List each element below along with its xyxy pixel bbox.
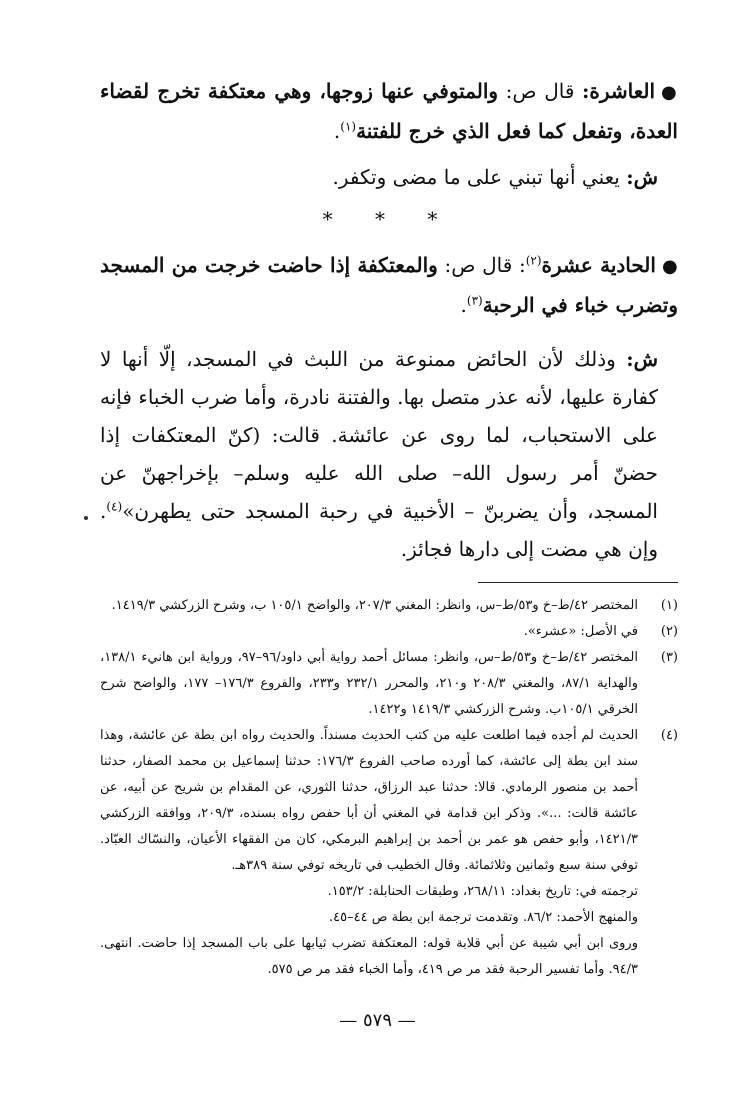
footnote-number: (١) — [660, 598, 678, 613]
footnote-number: (٣) — [660, 650, 678, 665]
section-10-paragraph — [100, 72, 678, 150]
footnote-number: (٤) — [660, 728, 678, 743]
section-11-text: والمعتكفة إذا حاضت خرجت من المسجد وتضرب خباء في الرحبة — [100, 253, 678, 317]
footnote-2 — [100, 619, 678, 645]
section-11-intro: : قال ص: — [437, 253, 526, 277]
margin-mark — [84, 516, 88, 520]
footnote-divider — [478, 582, 678, 583]
footnote-4-continued-1: ترجمته في: تاريخ بغداد: ٢٦٨/١١، وطبقات الحنابلة: ١٥٣/٢. — [327, 884, 638, 899]
section-11-commentary-end: . وإن هي مضت إلى دارها فجائز. — [100, 499, 658, 561]
section-10-text: والمتوفي عنها زوجها، وهي معتكفة تخرج لقضاء العدة، وتفعل كما فعل الذي خرج للفتنة — [100, 79, 678, 143]
bullet-icon: ● — [661, 256, 679, 277]
footnote-number: (٢) — [660, 624, 678, 639]
footnote-text: المختصر ٤٢/ط–خ و٥٣/ط–س، وانظر: مسائل أحمد رواية أبي داود/٩٦–٩٧، ورواية ابن هانيء ١٣٨/١، والهداية ٨٧/١، والمغني ٢٠٨/٣ و٢١٠، والمحرر ٢٣٢/١ و٢٣٣، والفروع ١٧٦/٣– ١٧٧، والواضح شرح الخرقي ١٠٥/١ب. وشرح الزركشي ١٤١٩/٣ و١٤٢٢. — [100, 650, 639, 717]
page-number: — ٥٧٩ — — [339, 1010, 416, 1031]
section-10-intro: قال ص: — [498, 79, 582, 103]
sharh-label: ش: — [626, 347, 658, 371]
section-separator: * * * — [322, 207, 456, 231]
section-11-end: . — [460, 293, 467, 317]
section-10-end: . — [333, 119, 341, 143]
footnote-text: المختصر ٤٢/ط–خ و٥٣/ط–س، وانظر: المغني ٢٠٧/٣، والواضح ١٠٥/١ ب، وشرح الزركشي ١٤١٩/٣. — [111, 598, 638, 613]
bullet-icon: ● — [661, 82, 678, 103]
section-11-title: الحادية عشرة — [541, 253, 656, 277]
section-11-commentary — [100, 340, 678, 568]
footnote-ref-1[interactable]: (١) — [340, 119, 357, 134]
footnote-ref-4[interactable]: (٤) — [106, 499, 123, 514]
page-body — [100, 72, 678, 983]
section-11-paragraph — [100, 246, 678, 324]
section-10-commentary — [100, 158, 678, 196]
footnote-4-continued-2: والمنهج الأحمد: ٨٦/٢. وتقدمت ترجمة ابن بطة ص ٤٤–٤٥. — [329, 910, 638, 925]
footnote-text: في الأصل: «عشرء». — [523, 624, 638, 639]
footnote-text: الحديث لم أجده فيما اطلعت عليه من كتب الحديث مسنداً. والحديث رواه ابن بطة عن عائشة، وهذا سند ابن بطة إلى عائشة، كما أورده صاحب الفروع ١٧٦/٣: حدثنا إسماعيل بن محمد الصفار، حدثنا أحمد بن منصور الرمادي. قالا: حدثنا عبد الرزاق، حدثنا الثوري، عن المقدام بن شريح عن أبيه، عن عائشة قالت: ...». وذكر ابن قدامة في المغني أن أبا حفص رواه بسنده، ٢٠٩/٣، ووافقه الزركشي ١٤٢١/٣، وأبو حفص هو عمر بن أحمد بن إبراهيم البرمكي، كان من الفقهاء الأعيان، والنسّاك العبّاد. توفي سنة سبع وثمانين وثلاثمائة. وقال الخطيب في تاريخه توفي سنة ٣٨٩هـ. — [100, 728, 638, 873]
footnote-1 — [100, 593, 678, 619]
footnotes-list — [100, 593, 678, 879]
section-11-commentary-text: وذلك لأن الحائض ممنوعة من اللبث في المسجد، إلّا أنها لا كفارة عليها، لأنه عذر متصل بها. والفتنة نادرة، وأما ضرب الخباء فإنه على الاستحباب، لما روى عن عائشة. قالت: (كنّ المعتكفات إذا حضنّ أمر رسول الله– صلى الله عليه وسلم– بإخراجهنّ عن المسجد، وأن يضربنّ – الأخبية في رحبة المسجد حتى يطهرن» — [100, 347, 659, 523]
section-10-commentary-text: يعني أنها تبني على ما مضى وتكفر. — [332, 165, 627, 189]
footnote-ref-2[interactable]: (٢) — [525, 253, 542, 268]
section-10-title: العاشرة: — [582, 79, 656, 103]
sharh-label: ش: — [626, 165, 658, 189]
footnote-3 — [100, 645, 678, 723]
footnote-4 — [100, 723, 678, 879]
footnote-ref-3[interactable]: (٣) — [466, 293, 483, 308]
footnote-4-continued-3: وروى ابن أبي شيبة عن أبي قلابة قوله: المعتكفة تضرب ثيابها على باب المسجد إذا حاضت. انتهى. ٩٤/٣. وأما تفسير الرحبة فقد مر ص ٤١٩، وأما الخباء فقد مر ص ٥٧٥. — [100, 936, 638, 977]
